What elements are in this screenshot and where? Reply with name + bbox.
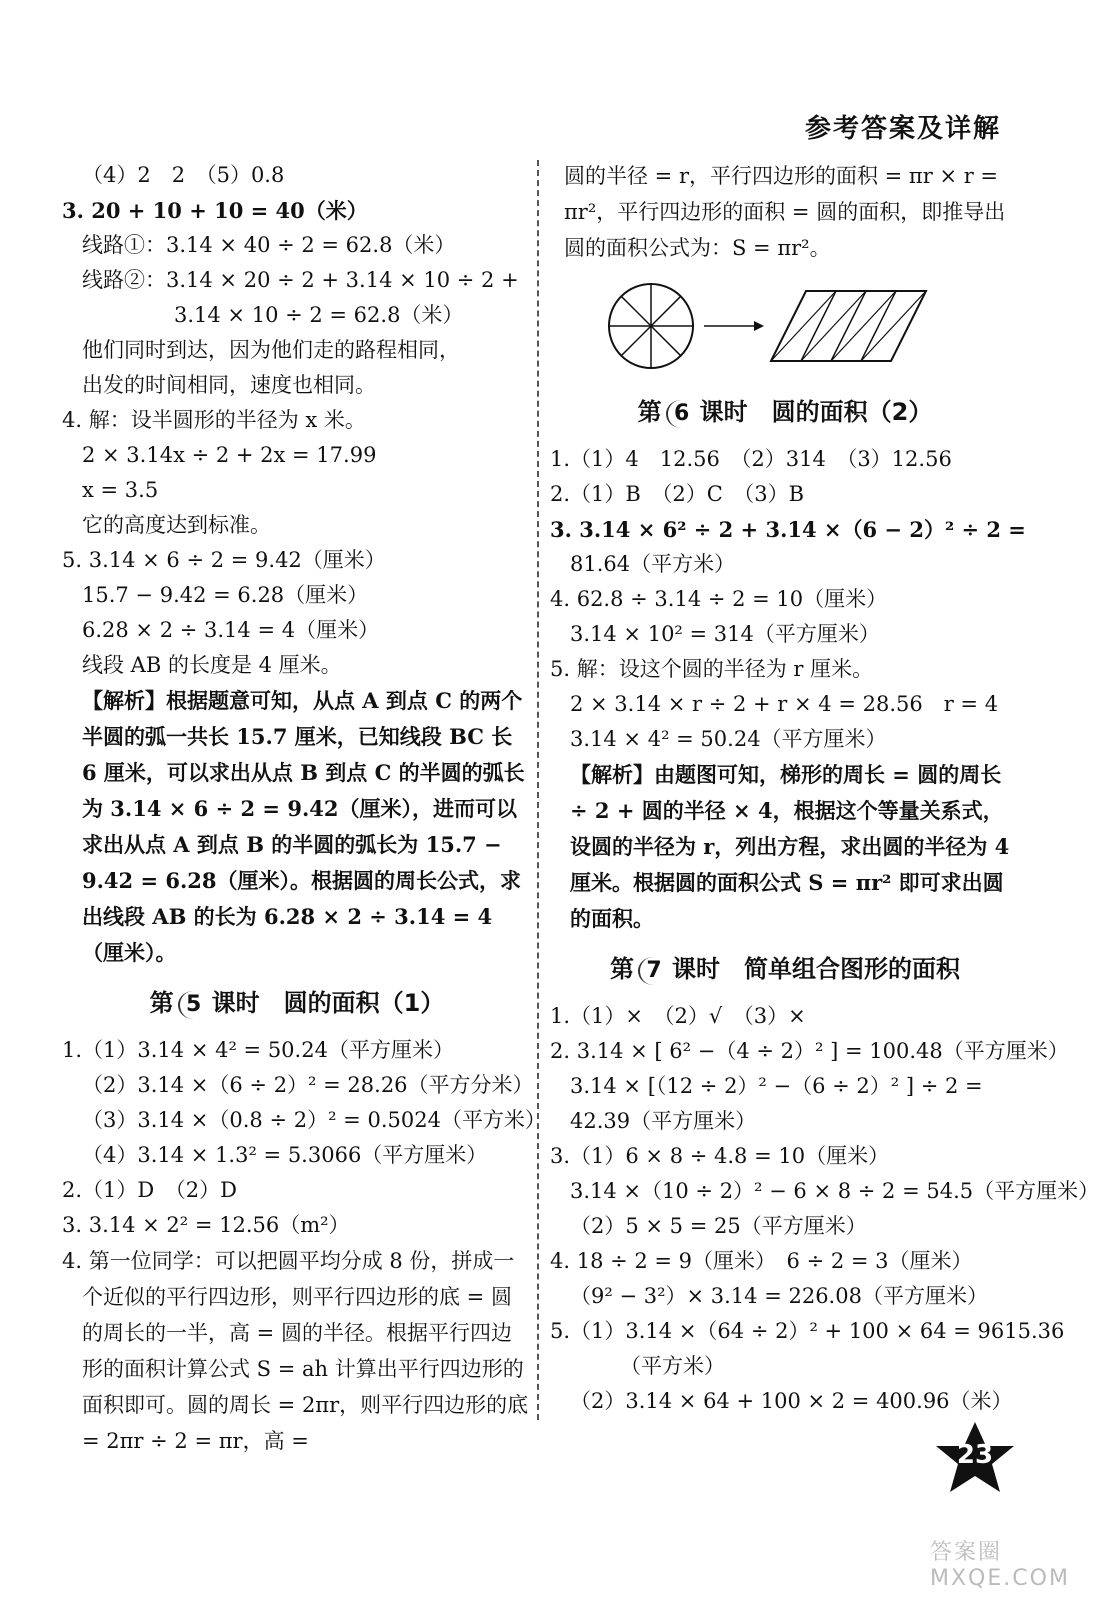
answer-line: （平方米）: [620, 1354, 725, 1378]
right-column: [550, 158, 1100, 1419]
answer-line: （2）3.14 × 64 + 100 × 2 = 400.96（米）: [570, 1389, 1013, 1413]
answer-line: （9² − 3²）× 3.14 = 226.08（平方厘米）: [570, 1284, 988, 1308]
answer-line: （3）3.14 ×（0.8 ÷ 2）² = 0.5024（平方米）: [82, 1108, 546, 1132]
answer-line: 2 × 3.14 × r ÷ 2 + r × 4 = 28.56 r = 4: [570, 692, 999, 716]
answer-line: （4）2 2 （5）0.8: [82, 163, 285, 187]
section-number: 5: [178, 991, 208, 1019]
analysis-text: 由题图可知，梯形的周长 = 圆的周长 ÷ 2 + 圆的半径 × 4，根据这个等量关系式，设圆的半径为 r，列出方程，求出圆的半径为 4 厘米。根据圆的面积公式 S = πr² 即可求出圆的面积。: [570, 762, 1010, 931]
left-column: [62, 158, 546, 1459]
answer-line: 4. 解：设半圆形的半径为 x 米。: [62, 408, 366, 432]
answer-line: 3.14 × [（12 ÷ 2）² −（6 ÷ 2）² ] ÷ 2 =: [570, 1074, 983, 1098]
answer-line: 42.39（平方厘米）: [570, 1109, 757, 1133]
answer-line: 2.（1）D （2）D: [62, 1178, 237, 1202]
parallelogram-icon: [771, 291, 926, 361]
answer-line: （2）5 × 5 = 25（平方厘米）: [570, 1214, 867, 1238]
answer-line: 3. 3.14 × 6² ÷ 2 + 3.14 ×（6 − 2）² ÷ 2 =: [550, 517, 1026, 542]
answer-line: 线段 AB 的长度是 4 厘米。: [82, 653, 342, 677]
section-title-6: [550, 392, 1020, 428]
answer-line: 2 × 3.14x ÷ 2 + 2x = 17.99: [82, 443, 377, 467]
answer-line: 3.14 × 10 ÷ 2 = 62.8（米）: [174, 303, 464, 327]
answer-line: （2）3.14 ×（6 ÷ 2）² = 28.26（平方分米）: [82, 1073, 534, 1097]
section-suffix: 课时 简单组合图形的面积: [672, 955, 960, 983]
analysis-block: [62, 683, 532, 971]
answer-line: 1.（1）3.14 × 4² = 50.24（平方厘米）: [62, 1038, 454, 1062]
answer-line: 它的高度达到标准。: [82, 513, 271, 537]
answer-line: 出发的时间相同，速度也相同。: [82, 373, 376, 397]
answer-line: 3.14 × 4² = 50.24（平方厘米）: [570, 727, 887, 751]
section-prefix: 第: [149, 989, 174, 1017]
section-prefix: 第: [610, 955, 634, 983]
section-suffix: 课时 圆的面积（2）: [699, 398, 933, 426]
analysis-text: 根据题意可知，从点 A 到点 C 的两个半圆的弧一共长 15.7 厘米，已知线段 BC 长 6 厘米，可以求出从点 B 到点 C 的半圆的弧长为 3.14 × 6 ÷ 2 = 9.42（厘米），进而可以求出从点 A 到点 B 的半圆的弧长为 15.7 − 9.42 = 6.28（厘米）。根据圆的周长公式，求出线段 AB 的长为 6.28 × 2 ÷ 3.14 = 4（厘米）。: [82, 688, 525, 965]
answer-line: 5. 解：设这个圆的半径为 r 厘米。: [550, 657, 874, 681]
page-number: 23: [956, 1440, 994, 1470]
divided-circle-icon: [609, 284, 693, 368]
section-title-5: [62, 983, 532, 1019]
answer-line: 2. 3.14 × [ 6² −（4 ÷ 2）² ] = 100.48（平方厘米）: [550, 1039, 1069, 1063]
analysis-tag: 【解析】: [570, 762, 654, 787]
answer-line: （4）3.14 × 1.3² = 5.3066（平方厘米）: [82, 1143, 488, 1167]
answer-line: 4. 62.8 ÷ 3.14 ÷ 2 = 10（厘米）: [550, 587, 888, 611]
answer-line: 线路②：3.14 × 20 ÷ 2 + 3.14 × 10 ÷ 2 +: [82, 268, 519, 292]
section-prefix: 第: [637, 398, 662, 426]
analysis-block: [550, 757, 1020, 937]
answer-line: 15.7 − 9.42 = 6.28（厘米）: [82, 583, 369, 607]
answer-line: 81.64（平方米）: [570, 552, 736, 576]
page-number-badge: [930, 1420, 1020, 1500]
answer-line: x = 3.5: [82, 478, 159, 502]
answer-line: 3. 20 + 10 + 10 = 40（米）: [62, 198, 368, 223]
answer-paragraph: 圆的半径 = r，平行四边形的面积 = πr × r = πr²，平行四边形的面积 = 圆的面积，即推导出圆的面积公式为：S = πr²。: [564, 164, 1006, 260]
circle-to-parallelogram-figure: [606, 276, 1020, 380]
section-number: 6: [666, 400, 696, 428]
analysis-tag: 【解析】: [82, 688, 166, 713]
answer-line: 5. 3.14 × 6 ÷ 2 = 9.42（厘米）: [62, 548, 386, 572]
answer-line: 1.（1）× （2）√ （3）×: [550, 1004, 806, 1028]
answer-line: 4. 18 ÷ 2 = 9（厘米） 6 ÷ 2 = 3（厘米）: [550, 1249, 973, 1273]
answer-line: 2.（1）B （2）C （3）B: [550, 482, 805, 506]
section-title-7: [550, 949, 1020, 985]
answer-line: 3. 3.14 × 2² = 12.56（m²）: [62, 1213, 350, 1237]
answer-line: 3.14 ×（10 ÷ 2）² − 6 × 8 ÷ 2 = 54.5（平方厘米）: [570, 1179, 1100, 1203]
arrow-right-icon: [704, 321, 764, 331]
watermark: 答案圈 MXQE.COM: [930, 1540, 1070, 1591]
answer-line: 5.（1）3.14 ×（64 ÷ 2）² + 100 × 64 = 9615.36: [550, 1319, 1065, 1343]
answer-line: 1.（1）4 12.56 （2）314 （3）12.56: [550, 447, 952, 471]
answer-line: 他们同时到达，因为他们走的路程相同，: [82, 338, 460, 362]
section-suffix: 课时 圆的面积（1）: [211, 989, 445, 1017]
answer-line: 3.14 × 10² = 314（平方厘米）: [570, 622, 880, 646]
answer-line: 3.（1）6 × 8 ÷ 4.8 = 10（厘米）: [550, 1144, 890, 1168]
answer-paragraph: 4. 第一位同学：可以把圆平均分成 8 份，拼成一个近似的平行四边形，则平行四边形的底 = 圆的周长的一半，高 = 圆的半径。根据平行四边形的面积计算公式 S = ah 计算出平行四边形的面积即可。圆的周长 = 2πr，则平行四边形的底 = 2πr ÷ 2 = πr，高 =: [62, 1249, 529, 1453]
answer-line: 线路①：3.14 × 40 ÷ 2 = 62.8（米）: [82, 233, 456, 257]
answer-line: 6.28 × 2 ÷ 3.14 = 4（厘米）: [82, 618, 380, 642]
page-header-title: 参考答案及详解: [804, 114, 1001, 144]
section-number: 7: [638, 957, 668, 985]
column-divider: [537, 160, 539, 1420]
